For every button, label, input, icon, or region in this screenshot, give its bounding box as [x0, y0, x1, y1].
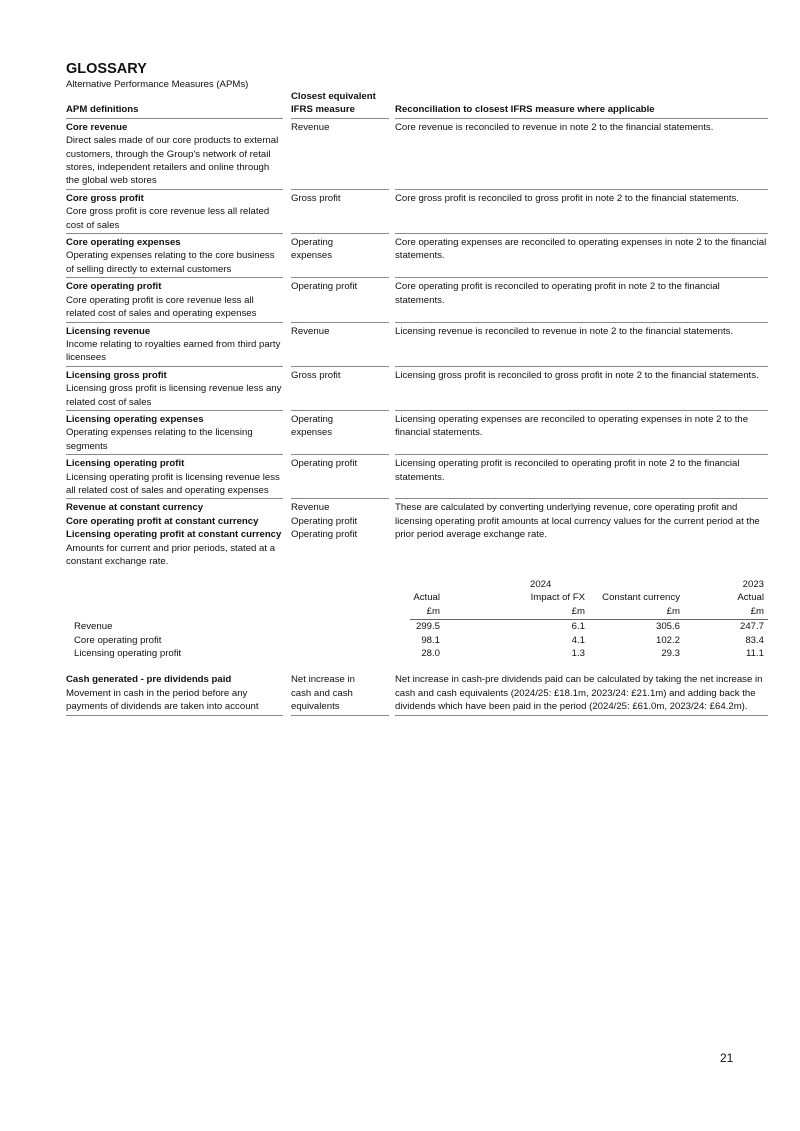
apm-definition	[66, 121, 283, 190]
table-row	[66, 413, 768, 455]
apm-desc: Core gross profit is core revenue less all related cost of sales	[66, 206, 270, 231]
cc-definition	[66, 501, 283, 568]
year-2023: 2023	[742, 579, 764, 591]
subtable-value: 28.0	[421, 648, 440, 660]
apm-definition	[66, 369, 283, 411]
subtable-value: 247.7	[739, 621, 764, 633]
col-header: Actual	[413, 592, 440, 604]
reconciliation: Core operating profit is reconciled to operating profit in note 2 to the financial statements.	[395, 280, 768, 322]
table-row-cash	[66, 673, 768, 715]
ifrs-measure: Revenue	[291, 325, 389, 367]
subtable-value: 6.1	[571, 621, 585, 633]
apm-definition	[66, 236, 283, 278]
cash-definition	[66, 673, 283, 715]
ifrs-measure: Gross profit	[291, 192, 389, 234]
glossary-table	[66, 90, 768, 716]
table-row	[66, 192, 768, 234]
header-ifrs-line1: Closest equivalent	[291, 91, 376, 102]
subtable-value: 102.2	[655, 634, 680, 646]
cash-recon: Net increase in cash-pre dividends paid can be calculated by taking the net increase in cash and cash equivalents (2024/25: £18.1m, 2023/24: £21.1m) and adding back the dividends which have been paid in the period (2024/25: £61.0m, 2023/24: £64.2m).	[395, 673, 768, 715]
divider	[410, 619, 768, 620]
header-ifrs-line2: IFRS measure	[291, 104, 355, 116]
cash-ifrs: Net increase in cash and cash equivalents	[291, 673, 389, 715]
ifrs-measure: Operating expenses	[291, 413, 389, 455]
subtable-row-label: Core operating profit	[74, 634, 162, 646]
col-header: Actual	[737, 592, 764, 604]
subtable-value: 299.5	[415, 621, 440, 633]
subtable-value: 11.1	[746, 648, 764, 660]
apm-desc: Operating expenses relating to the core business of selling directly to external customers	[66, 250, 275, 275]
apm-name: Licensing gross profit	[66, 369, 167, 381]
cc-desc: Amounts for current and prior periods, stated at a constant exchange rate.	[66, 542, 276, 567]
table-row	[66, 457, 768, 499]
subtable-row-label: Revenue	[74, 621, 113, 633]
header-apm: APM definitions	[66, 103, 283, 118]
col-unit: £m	[666, 606, 680, 618]
cc-ifrs-item: Operating profit	[291, 515, 358, 527]
subtable-value: 29.3	[661, 648, 680, 660]
ifrs-measure: Operating expenses	[291, 236, 389, 278]
cc-recon: These are calculated by converting underlying revenue, core operating profit and licensing operating profit amounts at local currency values for the current period at the prior period average exchange rate.	[395, 502, 760, 541]
apm-name: Licensing operating profit	[66, 458, 185, 470]
apm-name: Licensing revenue	[66, 325, 151, 337]
page-title: GLOSSARY	[66, 61, 147, 77]
apm-definition	[66, 413, 283, 455]
cc-ifrs-item: Revenue	[291, 502, 330, 514]
ifrs-measure: Operating profit	[291, 457, 389, 499]
apm-desc: Core operating profit is core revenue less all related cost of sales and operating expenses	[66, 294, 257, 320]
apm-name: Core revenue	[66, 121, 128, 133]
cc-ifrs	[291, 501, 389, 568]
page-number: 21	[720, 1051, 734, 1065]
table-row	[66, 236, 768, 278]
header-recon: Reconciliation to closest IFRS measure where applicable	[395, 103, 768, 118]
apm-desc: Direct sales made of our core products to external customers, through the Group's network of retail stores, independent retailers and online through the global web stores	[66, 135, 279, 187]
constant-currency-table	[66, 568, 768, 673]
cash-name: Cash generated - pre dividends paid	[66, 674, 232, 686]
reconciliation: Core gross profit is reconciled to gross profit in note 2 to the financial statements.	[395, 192, 768, 234]
apm-desc: Income relating to royalties earned from third party licensees	[66, 338, 281, 364]
year-2024: 2024	[530, 579, 552, 591]
page-subtitle: Alternative Performance Measures (APMs)	[66, 79, 249, 90]
subtable-value: 1.3	[571, 648, 585, 660]
apm-name: Core operating profit	[66, 281, 162, 293]
col-unit: £m	[571, 606, 585, 618]
apm-definition	[66, 192, 283, 234]
apm-name: Licensing operating expenses	[66, 413, 204, 425]
subtable-value: 83.4	[745, 634, 764, 646]
table-row-constant-currency	[66, 501, 768, 568]
reconciliation: Licensing gross profit is reconciled to gross profit in note 2 to the financial statements.	[395, 369, 768, 411]
table-row	[66, 325, 768, 367]
table-row	[66, 121, 768, 190]
ifrs-measure: Operating profit	[291, 280, 389, 322]
ifrs-measure: Revenue	[291, 121, 389, 190]
apm-name: Core operating expenses	[66, 237, 181, 249]
cc-ifrs-item: Operating profit	[291, 529, 358, 541]
col-header: Constant currency	[602, 592, 680, 604]
apm-definition	[66, 325, 283, 367]
subtable-value: 305.6	[655, 621, 680, 633]
subtable-value: 4.1	[571, 634, 585, 646]
reconciliation: Licensing operating expenses are reconciled to operating expenses in note 2 to the financial statements.	[395, 413, 768, 455]
apm-desc: Operating expenses relating to the licensing segments	[66, 427, 253, 452]
subtable-row-label: Licensing operating profit	[74, 648, 182, 660]
header-ifrs	[291, 90, 389, 119]
col-unit: £m	[750, 606, 764, 618]
cc-name: Core operating profit at constant currency	[66, 515, 259, 527]
apm-name: Core gross profit	[66, 192, 144, 204]
apm-definition	[66, 457, 283, 499]
col-unit: £m	[426, 606, 440, 618]
col-header: Impact of FX	[530, 592, 585, 604]
apm-desc: Licensing gross profit is licensing revenue less any related cost of sales	[66, 383, 282, 408]
table-header	[66, 90, 768, 119]
apm-definition	[66, 280, 283, 322]
subtable-value: 98.1	[421, 634, 440, 646]
table-row	[66, 280, 768, 322]
ifrs-measure: Gross profit	[291, 369, 389, 411]
apm-desc: Licensing operating profit is licensing revenue less all related cost of sales and operating expenses	[66, 471, 280, 496]
reconciliation: Core revenue is reconciled to revenue in note 2 to the financial statements.	[395, 121, 768, 190]
cc-name: Revenue at constant currency	[66, 502, 204, 514]
cc-name: Licensing operating profit at constant currency	[66, 529, 282, 541]
reconciliation: Licensing revenue is reconciled to revenue in note 2 to the financial statements.	[395, 325, 768, 367]
reconciliation: Core operating expenses are reconciled to operating expenses in note 2 to the financial statements.	[395, 236, 768, 278]
table-row	[66, 369, 768, 411]
reconciliation: Licensing operating profit is reconciled to operating profit in note 2 to the financial statements.	[395, 457, 768, 499]
cash-desc: Movement in cash in the period before any payments of dividends are taken into account	[66, 687, 259, 713]
